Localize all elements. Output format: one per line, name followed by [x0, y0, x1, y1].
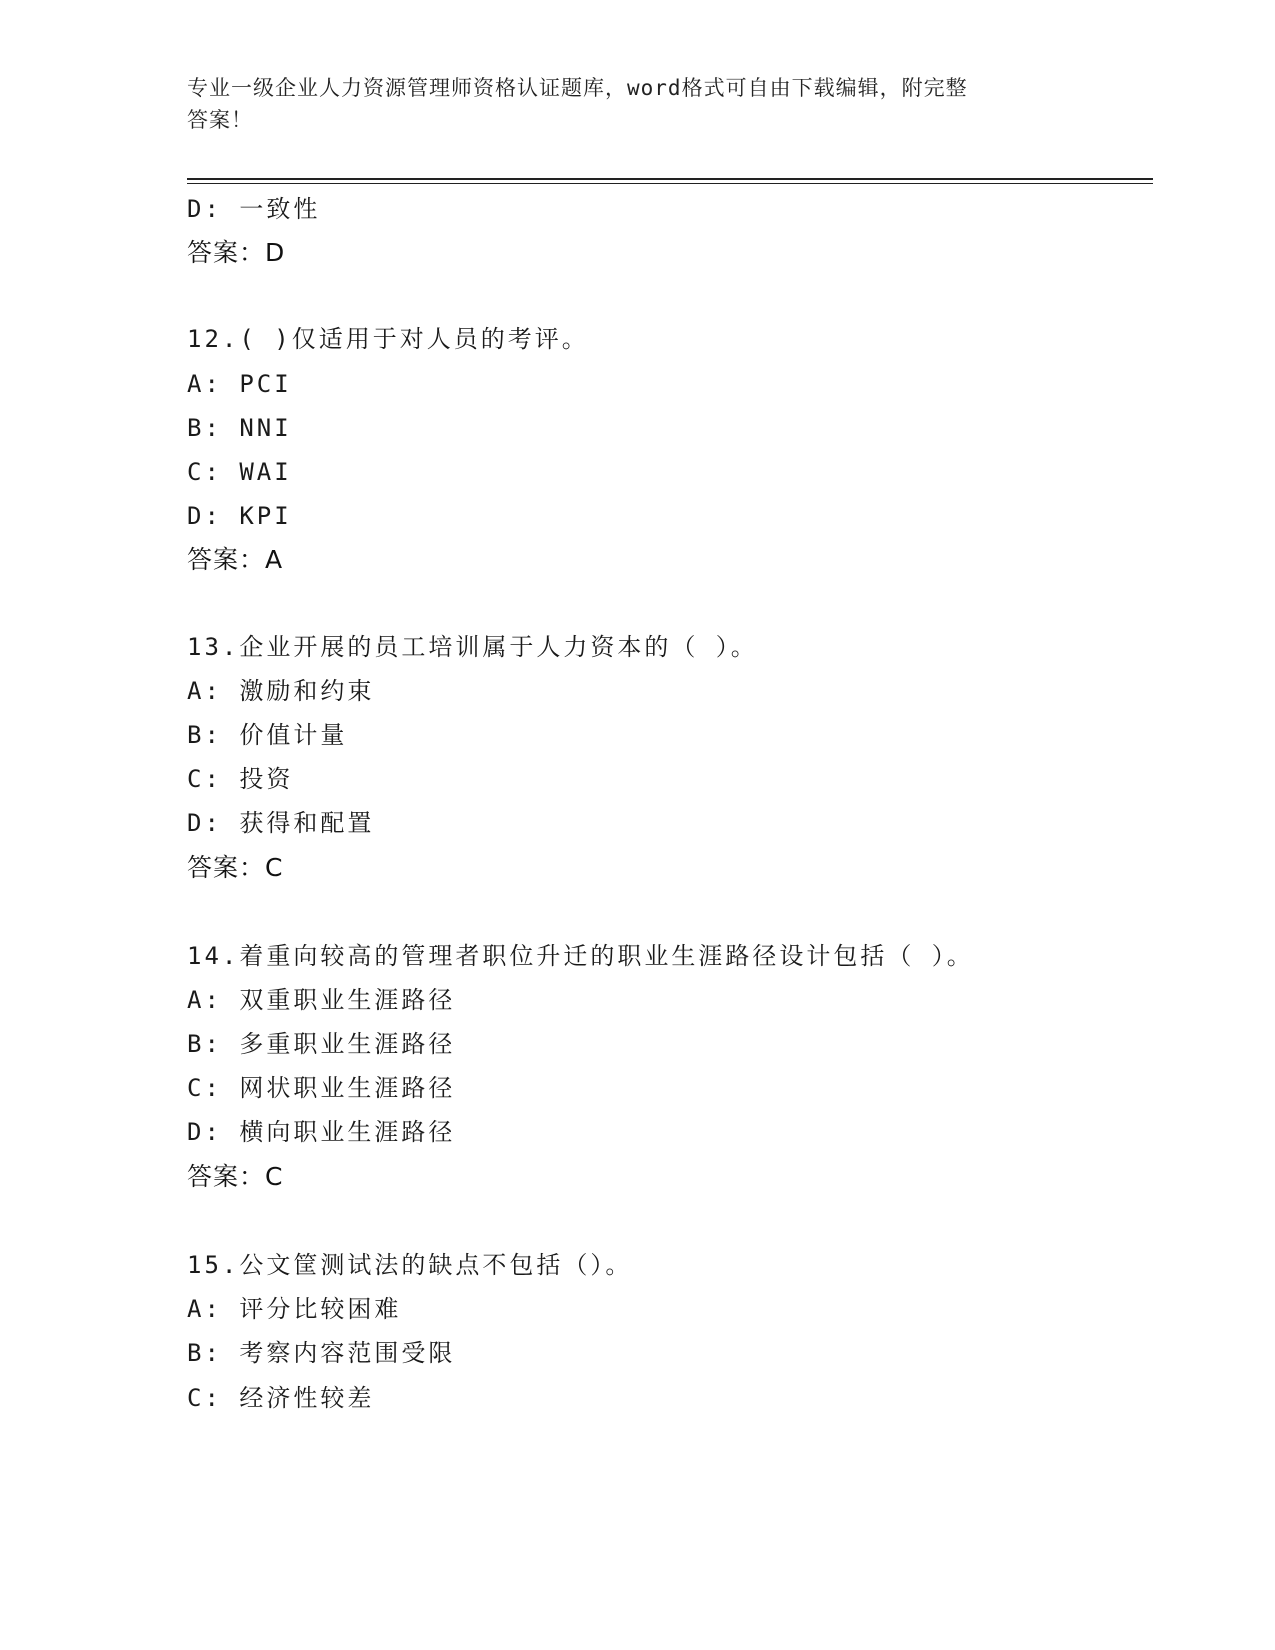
question-15-stem: 15.公文筐测试法的缺点不包括（）。: [187, 1251, 633, 1279]
question-14-option-c: C: 网状职业生涯路径: [187, 1074, 456, 1102]
question-13-option-d: D: 获得和配置: [187, 809, 375, 837]
header-line-1: 专业一级企业人力资源管理师资格认证题库，word格式可自由下载编辑，附完整: [187, 76, 968, 100]
question-12-option-c: C: WAI: [187, 458, 292, 486]
prev-option-d: D: 一致性: [187, 195, 321, 223]
question-15-option-b: B: 考察内容范围受限: [187, 1339, 456, 1367]
header-rule-thin: [187, 183, 1153, 184]
prev-answer: 答案：D: [187, 238, 286, 267]
question-13-option-b: B: 价值计量: [187, 721, 348, 749]
question-12-option-d: D: KPI: [187, 502, 292, 530]
question-14-option-a: A: 双重职业生涯路径: [187, 986, 456, 1014]
question-14-option-d: D: 横向职业生涯路径: [187, 1118, 456, 1146]
question-13-option-c: C: 投资: [187, 765, 294, 793]
question-13-stem: 13.企业开展的员工培训属于人力资本的（ ）。: [187, 633, 758, 661]
question-12-option-a: A: PCI: [187, 370, 292, 398]
question-12-option-b: B: NNI: [187, 414, 292, 442]
question-14-answer: 答案：C: [187, 1162, 284, 1191]
header-rule-thick: [187, 178, 1153, 180]
question-15-option-a: A: 评分比较困难: [187, 1295, 402, 1323]
question-14-stem: 14.着重向较高的管理者职位升迁的职业生涯路径设计包括（ ）。: [187, 942, 974, 970]
question-12-stem: 12.( )仅适用于对人员的考评。: [187, 325, 589, 353]
question-13-option-a: A: 激励和约束: [187, 677, 375, 705]
question-13-answer: 答案：C: [187, 853, 284, 882]
header-line-2: 答案！: [187, 108, 253, 132]
question-14-option-b: B: 多重职业生涯路径: [187, 1030, 456, 1058]
question-15-option-c: C: 经济性较差: [187, 1384, 375, 1412]
question-12-answer: 答案：A: [187, 545, 284, 574]
page-header: [187, 72, 1067, 136]
